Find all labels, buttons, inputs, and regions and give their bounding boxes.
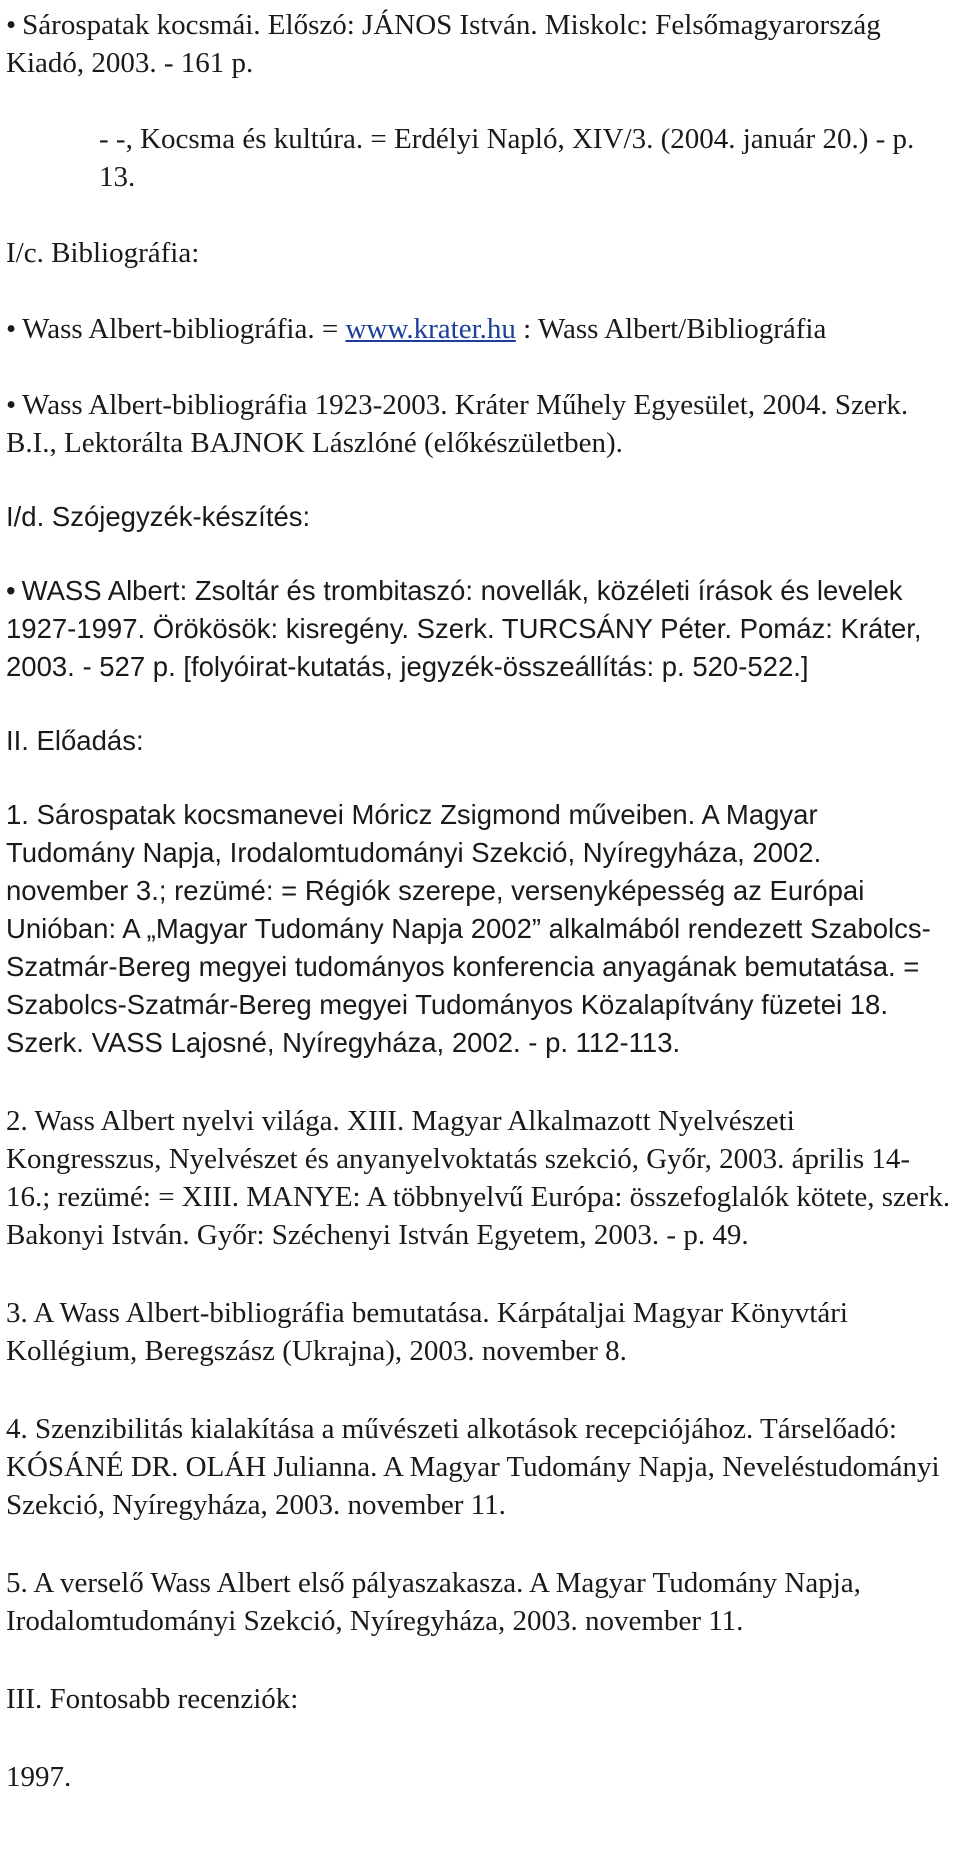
szojegyzek-text: WASS Albert: Zsoltár és trombitaszó: novellák, közéleti írások és levelek 1927-1997. Örökösök: kisregény. Szerk. TURCSÁNY Péter. Pomáz: Kráter, 2003. - 527 p. [folyóirat-kutatás, jegyzék-összeállítás: p. 520-522.] [6, 575, 922, 682]
lecture-item-4: 4. Szenzibilitás kialakítása a művészeti alkotások recepciójához. Társelőadó: KÓSÁNÉ DR. OLÁH Julianna. A Magyar Tudomány Napja, Neveléstudományi Szekció, Nyíregyháza, 2003. november 11. [6, 1413, 940, 1521]
heading-szojegyzek: I/d. Szójegyzék-készítés: [6, 501, 311, 532]
bibliography-text: Wass Albert-bibliográfia 1923-2003. Kráter Műhely Egyesület, 2004. Szerk. B.I., Lektorálta BAJNOK Lászlóné (előkészületben). [6, 389, 909, 459]
krater-link[interactable]: www.krater.hu [345, 313, 516, 345]
document-page [6, 6, 951, 1796]
lecture-item-5: 5. A verselő Wass Albert első pályaszakasza. A Magyar Tudomány Napja, Irodalomtudományi Szekció, Nyíregyháza, 2003. november 11. [6, 1567, 861, 1637]
bullet: • [6, 389, 17, 421]
szojegyzek-item [6, 572, 951, 686]
heading-bibliografia: I/c. Bibliográfia: [6, 237, 200, 269]
bibliography-suffix: : Wass Albert/Bibliográfia [515, 313, 827, 345]
heading-eloadas: II. Előadás: [6, 725, 144, 756]
entry-kocsma-kultura: - -, Kocsma és kultúra. = Erdélyi Napló, XIV/3. (2004. január 20.) - p. 13. [99, 123, 915, 193]
lecture-item-3: 3. A Wass Albert-bibliográfia bemutatása. Kárpátaljai Magyar Könyvtári Kollégium, Beregszász (Ukrajna), 2003. november 8. [6, 1297, 848, 1367]
bibliography-item-print [6, 386, 951, 462]
lecture-item-1: 1. Sárospatak kocsmanevei Móricz Zsigmond műveiben. A Magyar Tudomány Napja, Irodalomtudományi Szekció, Nyíregyháza, 2002. november 3.; rezümé: = Régiók szerepe, versenyképesség az Európai Unióban: A „Magyar Tudomány Napja 2002” alkalmából rendezett Szabolcs-Szatmár-Bereg megyei tudományos konferencia anyagának bemutatása. = Szabolcs-Szatmár-Bereg megyei Tudományos Közalapítvány füzetei 18. Szerk. VASS Lajosné, Nyíregyháza, 2002. - p. 112-113. [6, 799, 931, 1058]
bibliography-item-online [6, 310, 951, 348]
bibliography-prefix: Wass Albert-bibliográfia. = [22, 313, 346, 345]
entry-text: Sárospatak kocsmái. Előszó: JÁNOS István. Miskolc: Felsőmagyarország Kiadó, 2003. - 161 p. [6, 9, 881, 79]
bullet: • [6, 9, 17, 41]
heading-recenziok: III. Fontosabb recenziók: [6, 1683, 299, 1715]
bullet: • [6, 575, 16, 606]
bullet: • [6, 313, 17, 345]
lecture-item-2: 2. Wass Albert nyelvi világa. XIII. Magyar Alkalmazott Nyelvészeti Kongresszus, Nyelvészet és anyanyelvoktatás szekció, Győr, 2003. április 14-16.; rezümé: = XIII. MANYE: A többnyelvű Európa: összefoglalók kötete, szerk. Bakonyi István. Győr: Széchenyi István Egyetem, 2003. - p. 49. [6, 1105, 951, 1251]
year-1997: 1997. [6, 1761, 72, 1793]
entry-sarospatak-kocsmai [6, 6, 951, 82]
